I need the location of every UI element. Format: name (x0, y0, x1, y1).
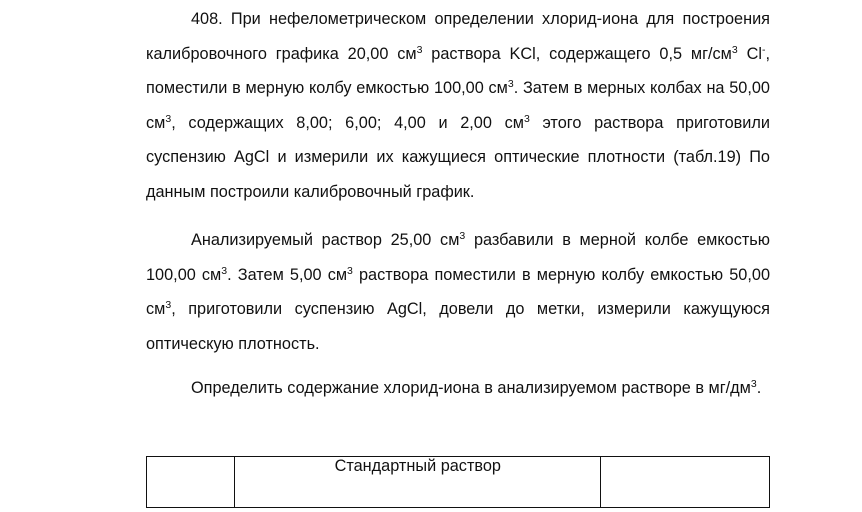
text-segment: 408. При нефелометрическом определении хлорид-иона для построения калибровочного графика 20,00 см (146, 10, 770, 63)
superscript: 3 (523, 112, 530, 125)
superscript: 3 (347, 264, 353, 277)
table-cell-empty (601, 457, 770, 508)
text-segment: . Затем 5,00 см (227, 265, 348, 284)
superscript: 3 (507, 78, 514, 91)
text-segment: Анализируемый раствор 25,00 см (191, 231, 460, 249)
superscript: 3 (165, 299, 172, 312)
superscript: 3 (750, 378, 757, 390)
text-segment: , поместили в мерную колбу емкостью 100,00 см (146, 44, 770, 98)
text-segment: Cl (737, 44, 762, 63)
superscript: - (761, 43, 766, 56)
superscript: 3 (221, 264, 228, 277)
superscript: 3 (416, 43, 423, 56)
text-segment: разбавили в мерной колбе емкостью 100,00 см (146, 231, 770, 284)
table-header-standard-solution: Стандартный раствор (235, 457, 601, 508)
problem-paragraph-1 (146, 2, 770, 210)
text-segment: , содержащих 8,00; 6,00; 4,00 и 2,00 см (171, 113, 524, 132)
text-segment: , приготовили суспензию AgCl, довели до метки, измерили кажущуюся оптическую плотность. (146, 300, 770, 353)
text-segment: раствора поместили в мерную колбу емкостью 50,00 см (146, 265, 770, 319)
table-cell-empty (147, 457, 235, 508)
data-table (146, 456, 770, 508)
text-segment: . (756, 379, 762, 397)
text-segment: . Затем в мерных колбах на 50,00 см (146, 79, 770, 132)
problem-question (146, 371, 770, 406)
problem-paragraph-2 (146, 223, 770, 361)
table-header-row (147, 457, 770, 508)
superscript: 3 (165, 112, 172, 125)
text-segment: этого раствора приготовили суспензию AgCl и измерили их кажущиеся оптические плотности (табл.19) По данным построили калибровочный график. (146, 113, 770, 201)
text-segment: Определить содержание хлорид-иона в анализируемом растворе в мг/дм (191, 379, 751, 397)
superscript: 3 (459, 230, 466, 242)
text-segment: раствора KCl, содержащего 0,5 мг/см (422, 44, 732, 63)
superscript: 3 (731, 43, 738, 56)
